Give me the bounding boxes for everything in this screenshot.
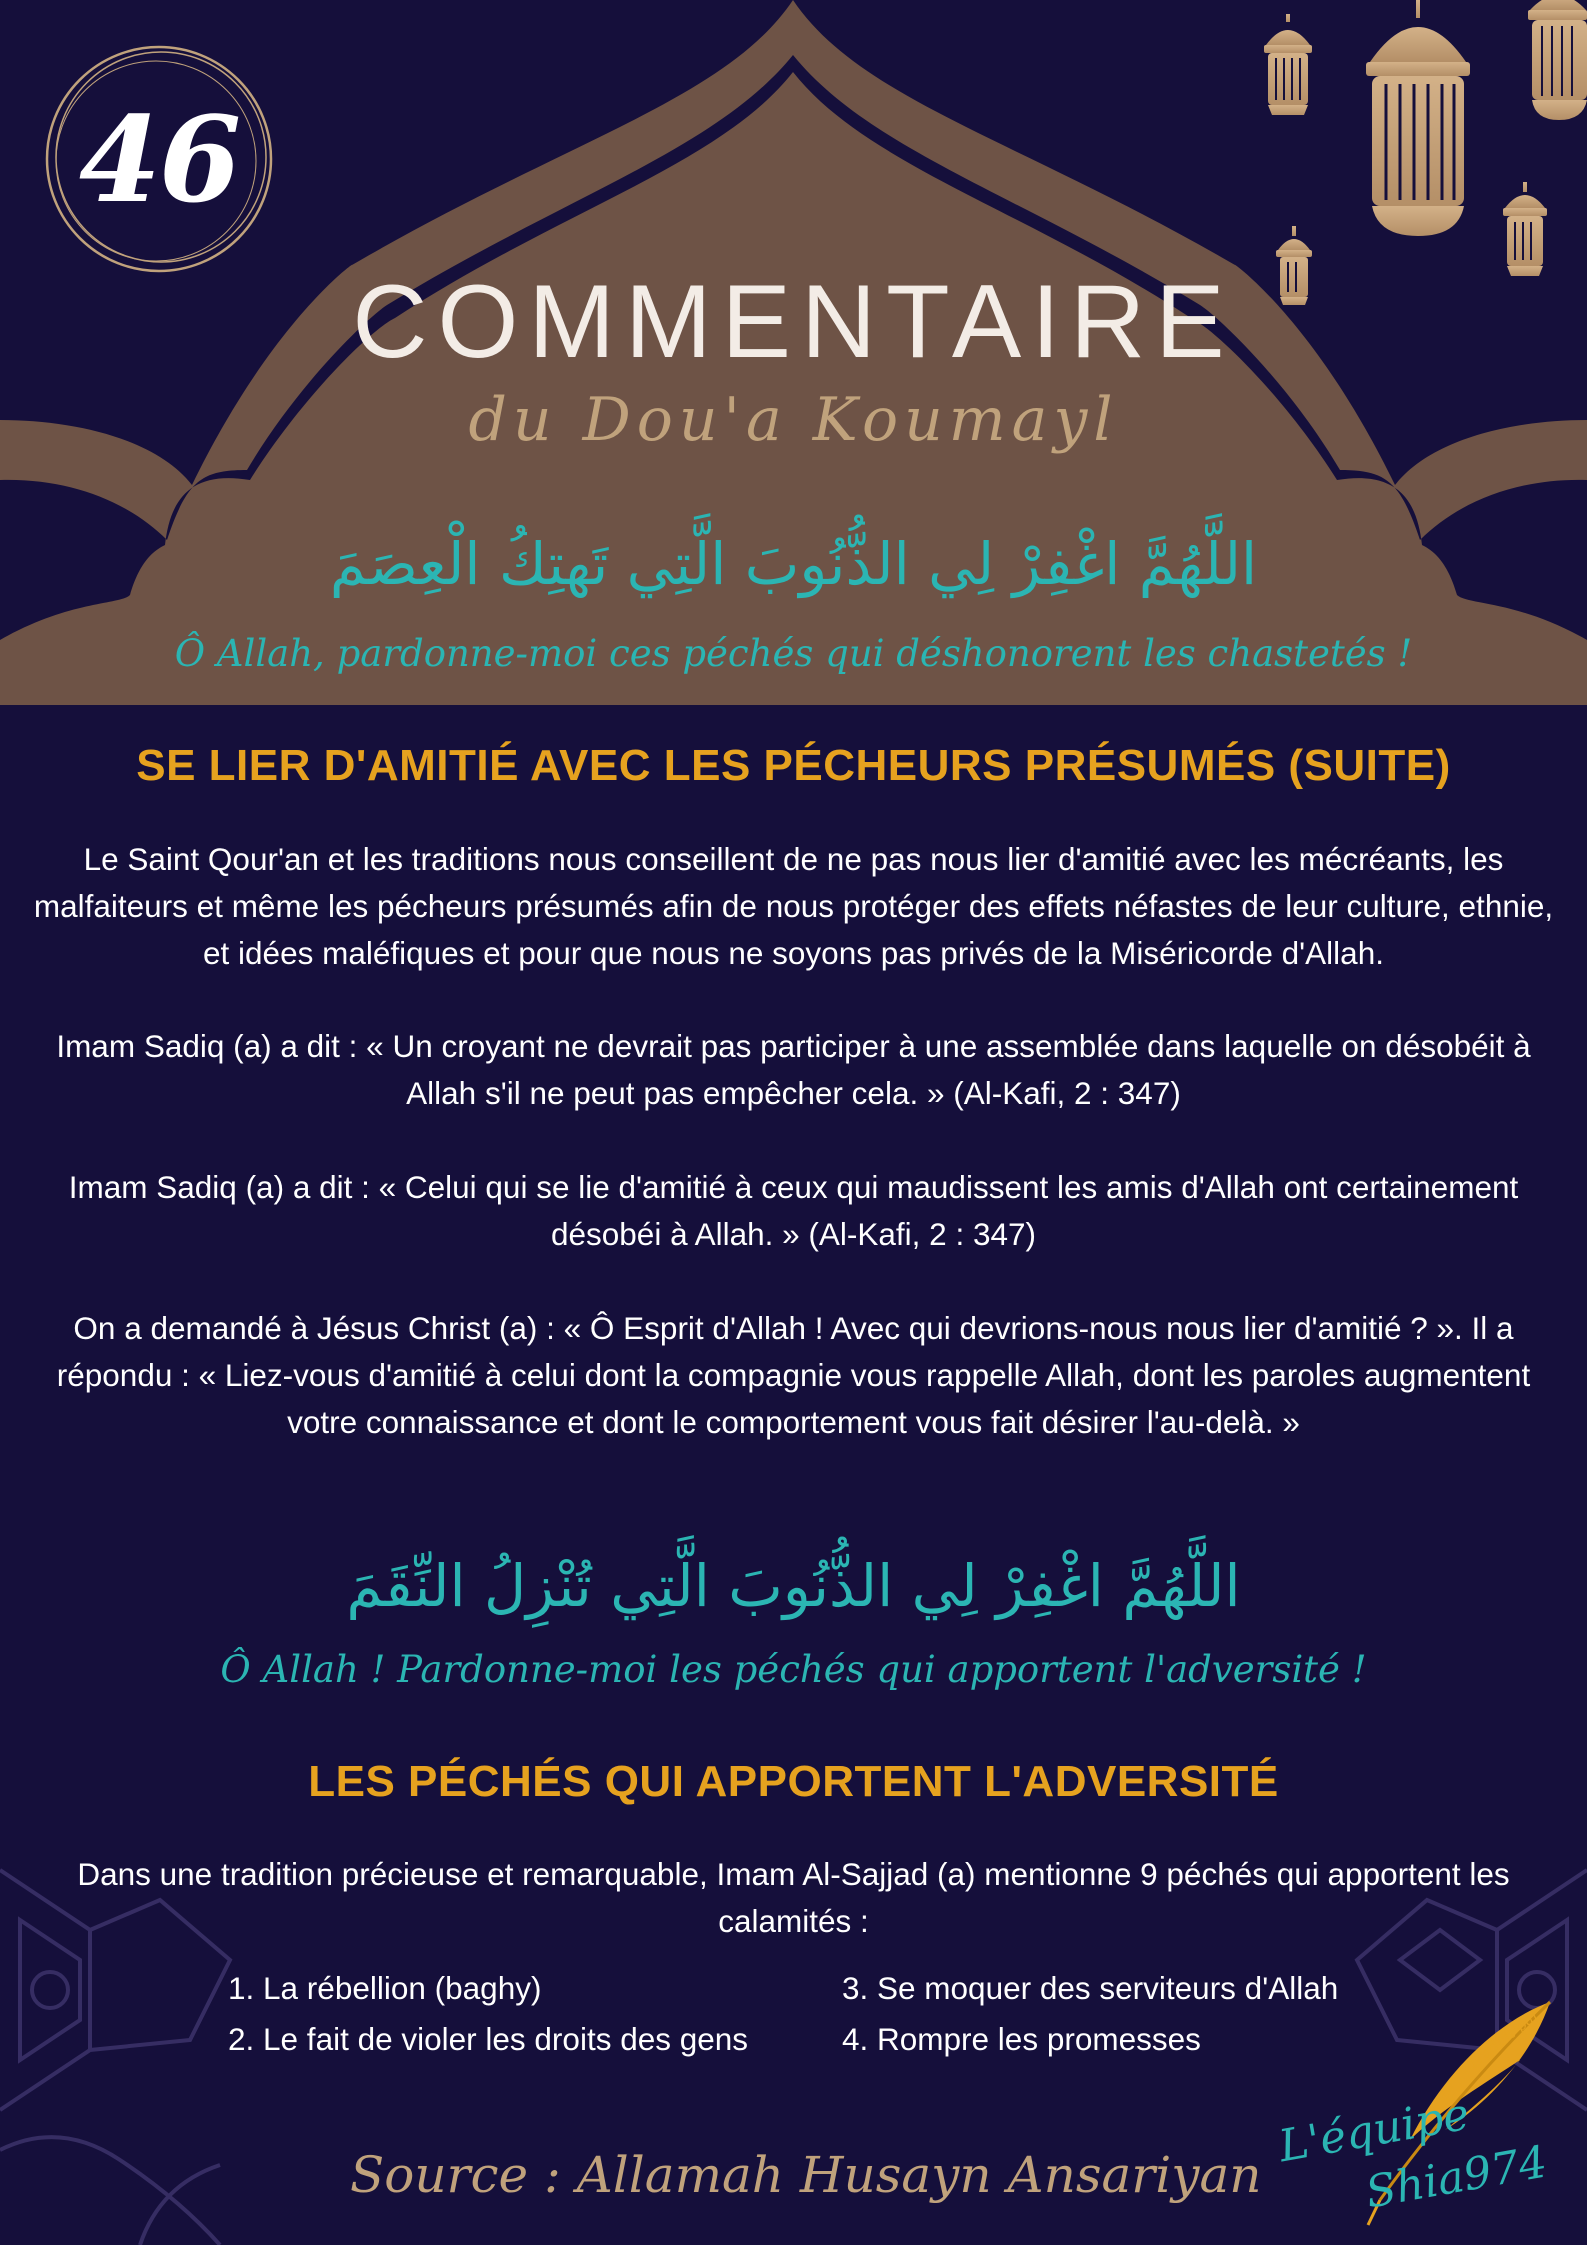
section-heading-2: LES PÉCHÉS QUI APPORTENT L'ADVERSITÉ [308, 1757, 1279, 1806]
lantern-icon [1366, 0, 1470, 236]
credit-team: L'équipe [1275, 2088, 1474, 2173]
source-credit: Source : Allamah Husayn Ansariyan [350, 2146, 1262, 2204]
lantern-icon [1503, 182, 1547, 276]
verse-translation-1: Ô Allah, pardonne-moi ces péchés qui déshonorent les chastetés ! [174, 632, 1413, 675]
section-heading-1: SE LIER D'AMITIÉ AVEC LES PÉCHEURS PRÉSUMÉS (SUITE) [136, 741, 1451, 790]
paragraph: Le Saint Qour'an et les traditions nous conseillent de ne pas nous lier d'amitié avec les mécréants, les malfaiteurs et même les pécheurs présumés afin de nous protéger des effets néfastes de leur culture, ethnie, et idées maléfiques et pour que nous ne soyons pas privés de la Miséricorde d'Allah. [33, 841, 1554, 971]
credit-team-name: Shia974 [1361, 2136, 1551, 2219]
lantern-icon [1264, 14, 1312, 115]
page-subtitle: du Dou'a Koumayl [468, 385, 1119, 455]
arabic-verse-2: اللَّهُمَّ اغْفِرْ لِي الذُّنُوبَ الَّتِي تُنْزِلُ النِّقَمَ [346, 1552, 1241, 1620]
episode-number: 46 [78, 89, 240, 229]
lantern-icon [1528, 0, 1587, 120]
list-item: 3. Se moquer des serviteurs d'Allah [842, 1970, 1339, 2006]
paragraph: Dans une tradition précieuse et remarquable, Imam Al-Sajjad (a) mentionne 9 péchés qui apportent les calamités : [77, 1856, 1510, 1939]
list-item: 2. Le fait de violer les droits des gens [228, 2021, 749, 2057]
paragraph: On a demandé à Jésus Christ (a) : « Ô Esprit d'Allah ! Avec qui devrions-nous nous lier d'amitié ? ». Il a répondu : « Liez-vous d'amitié à celui dont la compagnie vous rappelle Allah, dont les paroles augmentent votre connaissance et dont le comportement vous fait désirer l'au-delà. » [56, 1310, 1531, 1440]
list-item: 1. La rébellion (baghy) [228, 1970, 542, 2006]
episode-badge [40, 40, 278, 278]
verse-translation-2: Ô Allah ! Pardonne-moi les péchés qui apportent l'adversité ! [220, 1648, 1367, 1691]
paragraph: Imam Sadiq (a) a dit : « Celui qui se lie d'amitié à ceux qui maudissent les amis d'Allah ont certainement désobéi à Allah. » (Al-Kafi, 2 : 347) [68, 1169, 1519, 1252]
paragraph: Imam Sadiq (a) a dit : « Un croyant ne devrait pas participer à une assemblée dans laquelle on désobéit à Allah s'il ne peut pas empêcher cela. » (Al-Kafi, 2 : 347) [56, 1028, 1531, 1111]
list-item: 4. Rompre les promesses [842, 2021, 1201, 2057]
arabic-verse-1: اللَّهُمَّ اغْفِرْ لِي الذُّنُوبَ الَّتِي تَهتِكُ الْعِصَمَ [329, 530, 1258, 598]
translator-credit [1270, 1990, 1570, 2235]
credit-small-text: Traduit par [1463, 2005, 1544, 2073]
page-title: COMMENTAIRE [352, 264, 1235, 380]
